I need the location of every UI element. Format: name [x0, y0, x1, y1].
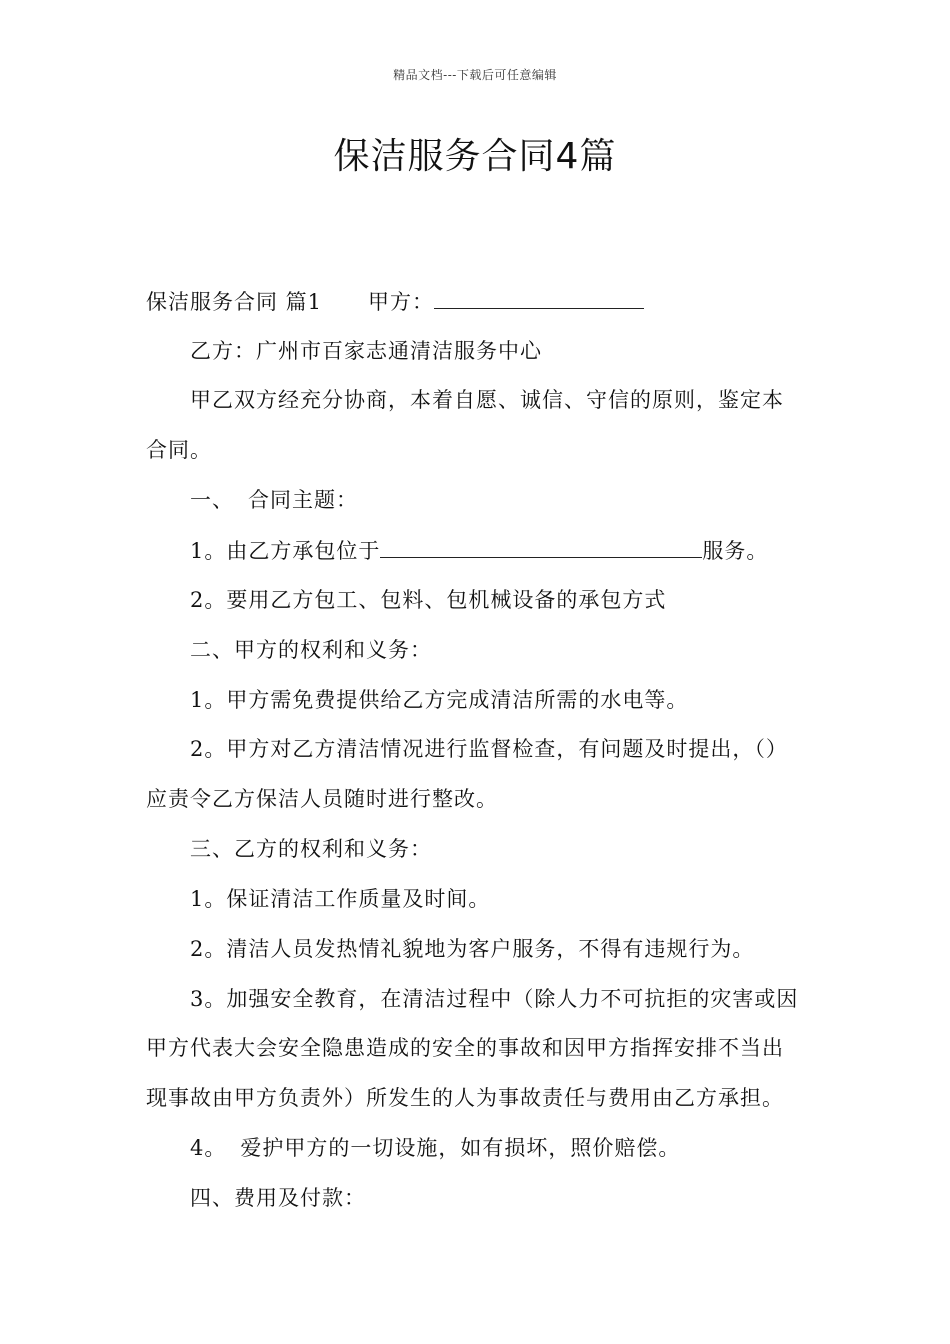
section-3-item-1: 1。保证清洁工作质量及时间。: [190, 887, 491, 911]
section-3-title: 三、乙方的权利和义务：: [190, 837, 432, 861]
section-3-item-3-line-2: 甲方代表大会安全隐患造成的安全的事故和因甲方指挥安排不当出: [146, 1036, 784, 1060]
section-3-item-4-number: 4。: [190, 1136, 227, 1160]
party-a-blank: [434, 286, 644, 309]
section-1-title: [190, 485, 358, 515]
section-heading-line: [146, 286, 644, 317]
intro-line-2: 合同。: [146, 438, 212, 462]
section-3-item-3-line-3: 现事故由甲方负责外）所发生的人为事故责任与费用由乙方承担。: [146, 1086, 784, 1110]
section-2-item-2-line-2: 应责令乙方保洁人员随时进行整改。: [146, 787, 498, 811]
party-b-line: 乙方：广州市百家志通清洁服务中心: [190, 339, 542, 363]
section-1-item-1-prefix: 1。由乙方承包位于: [190, 539, 381, 563]
party-a-label: 甲方：: [368, 290, 435, 314]
section-2-item-1: 1。甲方需免费提供给乙方完成清洁所需的水电等。: [190, 688, 689, 712]
section-3-item-4: [190, 1133, 680, 1163]
header-note: 精品文档---下载后可任意编辑: [393, 68, 557, 82]
section-heading: 保洁服务合同 篇1: [146, 290, 323, 314]
section-3-item-3-line-1: 3。加强安全教育，在清洁过程中（除人力不可抗拒的灾害或因: [190, 987, 799, 1011]
section-1-label: 合同主题：: [248, 488, 358, 512]
location-blank: [380, 535, 702, 558]
section-3-item-4-text: 爱护甲方的一切设施，如有损坏，照价赔偿。: [240, 1136, 681, 1160]
section-2-title: 二、甲方的权利和义务：: [190, 638, 432, 662]
section-4-title: 四、费用及付款：: [190, 1186, 366, 1210]
section-1-number: 一、: [190, 488, 234, 512]
section-2-item-2-line-1: 2。甲方对乙方清洁情况进行监督检查，有问题及时提出，（）: [190, 737, 788, 761]
section-1-item-1: [190, 535, 768, 566]
intro-line-1: 甲乙双方经充分协商，本着自愿、诚信、守信的原则，鉴定本: [190, 388, 784, 412]
section-1-item-1-suffix: 服务。: [702, 539, 769, 563]
section-3-item-2: 2。清洁人员发热情礼貌地为客户服务，不得有违规行为。: [190, 937, 755, 961]
document-title: 保洁服务合同4篇: [333, 136, 617, 177]
section-1-item-2: 2。要用乙方包工、包料、包机械设备的承包方式: [190, 588, 667, 612]
